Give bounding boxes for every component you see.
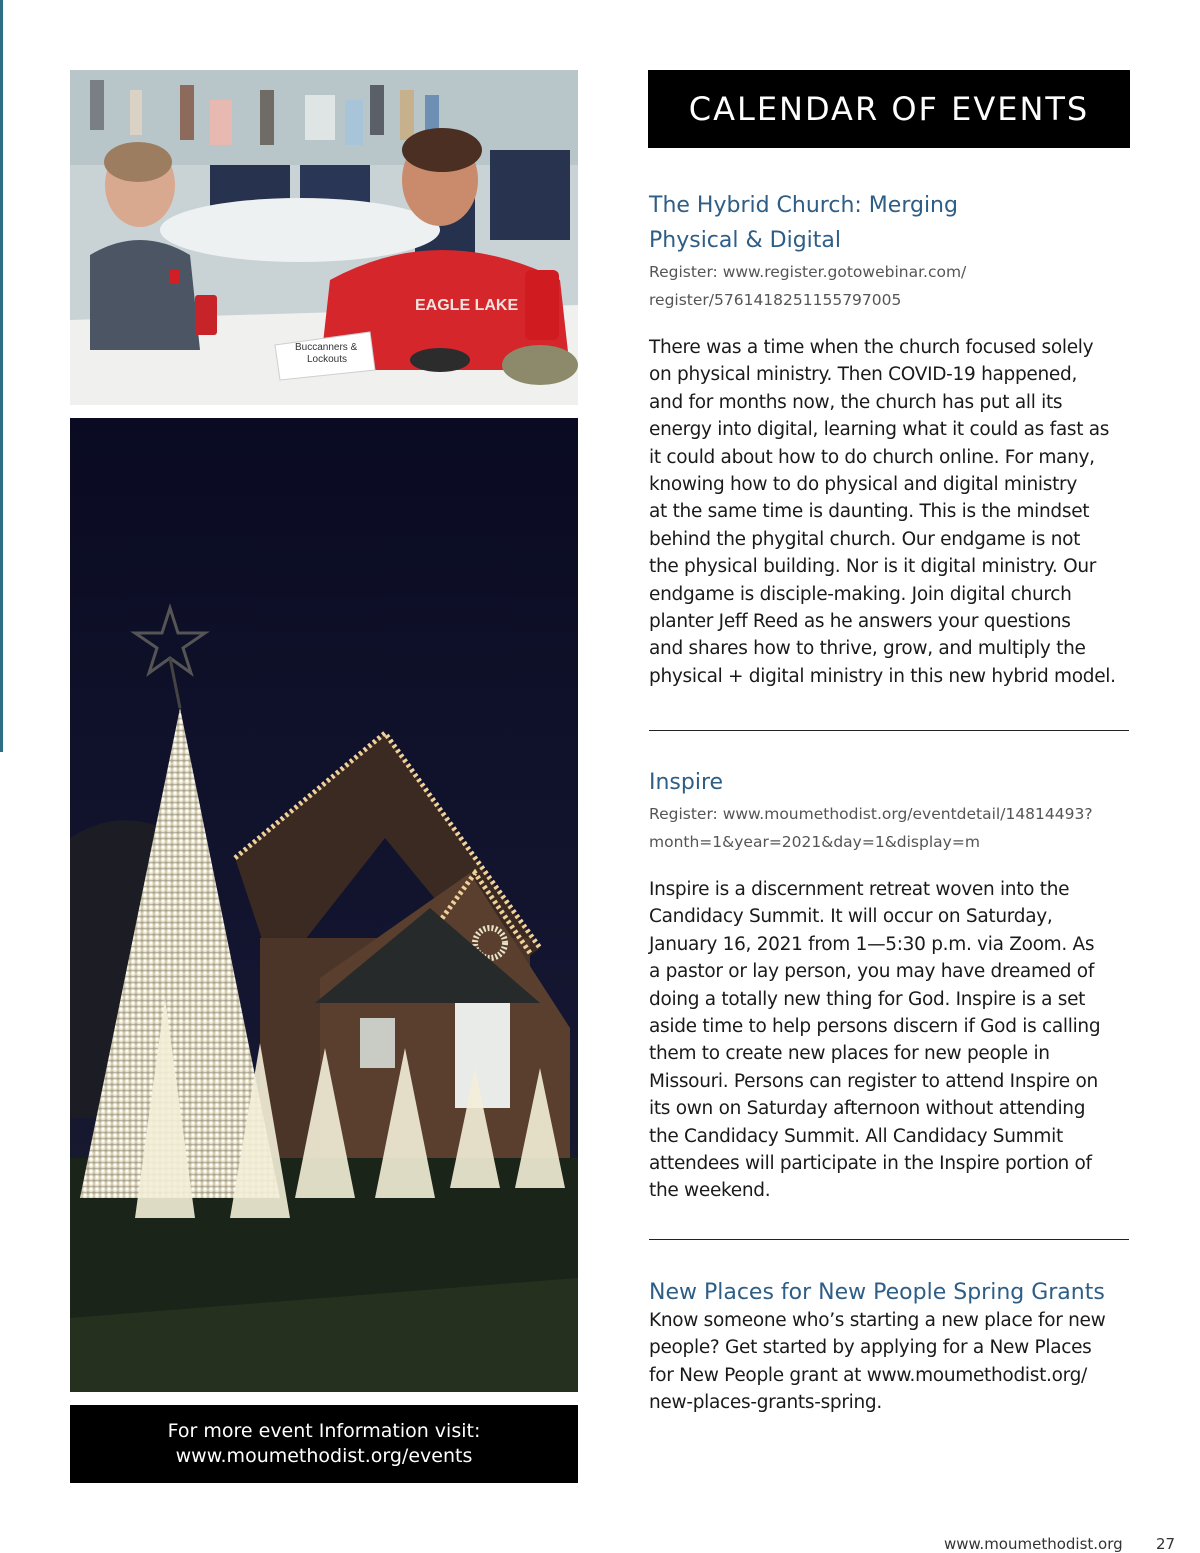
event-hybrid-church <box>649 188 1131 314</box>
body-line: doing a totally new thing for God. Inspire is a set <box>649 988 1086 1010</box>
event-title: Inspire <box>649 770 724 795</box>
section-divider <box>649 730 1129 731</box>
body-line: the weekend. <box>649 1180 771 1202</box>
body-line: Inspire is a discernment retreat woven into the <box>649 879 1070 900</box>
footer-url[interactable]: www.moumethodist.org <box>944 1535 1123 1553</box>
body-line: Missouri. Persons can register to attend Inspire on <box>649 1070 1098 1092</box>
event-title: New Places for New People Spring Grants <box>649 1280 1105 1305</box>
events-link[interactable]: www.moumethodist.org/events <box>175 1445 473 1467</box>
section-divider <box>649 1239 1129 1240</box>
body-line: a pastor or lay person, you may have dreamed of <box>649 961 1095 983</box>
event-hybrid-church-body <box>649 334 1131 690</box>
body-line: endgame is disciple-making. Join digital church <box>649 583 1072 605</box>
body-line: people? Get started by applying for a New Places <box>649 1337 1092 1359</box>
register-link-line1[interactable]: Register: www.moumethodist.org/eventdetail/14814493? <box>649 805 1093 823</box>
body-line: the physical building. Nor is it digital ministry. Our <box>649 556 1097 578</box>
body-line: There was a time when the church focused solely <box>649 337 1094 358</box>
body-line: planter Jeff Reed as he answers your questions <box>649 611 1071 633</box>
event-title-line2: Physical & Digital <box>649 228 841 253</box>
event-title-line1: The Hybrid Church: Merging <box>649 193 958 218</box>
body-line: behind the phygital church. Our endgame is not <box>649 528 1081 550</box>
body-line: Candidacy Summit. It will occur on Saturday, <box>649 906 1053 928</box>
info-box-line1: For more event Information visit: <box>167 1420 481 1442</box>
event-info-box <box>70 1405 578 1483</box>
body-line: its own on Saturday afternoon without attending <box>649 1098 1086 1120</box>
event-new-places-body <box>649 1307 1131 1417</box>
page-edge-accent <box>0 0 3 752</box>
page-title: CALENDAR OF EVENTS <box>648 70 1130 148</box>
body-line: for New People grant at www.moumethodist.org/ <box>649 1364 1087 1386</box>
photo-campers-at-table <box>70 70 578 405</box>
body-line: knowing how to do physical and digital ministry <box>649 474 1077 496</box>
body-line: at the same time is daunting. This is the mindset <box>649 501 1090 523</box>
body-line: attendees will participate in the Inspire portion of <box>649 1153 1092 1175</box>
event-inspire-body <box>649 876 1131 1205</box>
body-line: energy into digital, learning what it could as fast as <box>649 419 1110 441</box>
table-sign-line2: Lockouts <box>307 354 348 365</box>
event-inspire <box>649 765 1131 856</box>
photo-church-christmas-lights <box>70 418 578 1392</box>
register-link-line2[interactable]: month=1&year=2021&day=1&display=m <box>649 833 980 851</box>
register-link-line2[interactable]: register/5761418251155797005 <box>649 291 902 309</box>
body-line: physical + digital ministry in this new hybrid model. <box>649 665 1116 687</box>
table-sign-line1: Buccanners & <box>295 342 358 353</box>
body-line: it could about how to do church online. For many, <box>649 446 1095 468</box>
body-line: new-places-grants-spring. <box>649 1392 882 1414</box>
event-new-places-grants <box>649 1275 1131 1310</box>
body-line: on physical ministry. Then COVID-19 happened, <box>649 364 1078 386</box>
body-line: Know someone who’s starting a new place for new <box>649 1310 1106 1331</box>
body-line: and shares how to thrive, grow, and multiply the <box>649 638 1086 660</box>
body-line: aside time to help persons discern if God is calling <box>649 1016 1101 1038</box>
body-line: and for months now, the church has put all its <box>649 391 1063 413</box>
body-line: the Candidacy Summit. All Candidacy Summit <box>649 1125 1063 1147</box>
body-line: January 16, 2021 from 1—5:30 p.m. via Zoom. As <box>649 933 1095 955</box>
register-link-line1[interactable]: Register: www.register.gotowebinar.com/ <box>649 263 967 281</box>
body-line: them to create new places for new people in <box>649 1043 1050 1065</box>
page-number: 27 <box>1156 1535 1176 1553</box>
shirt-text: EAGLE LAKE <box>415 297 519 314</box>
